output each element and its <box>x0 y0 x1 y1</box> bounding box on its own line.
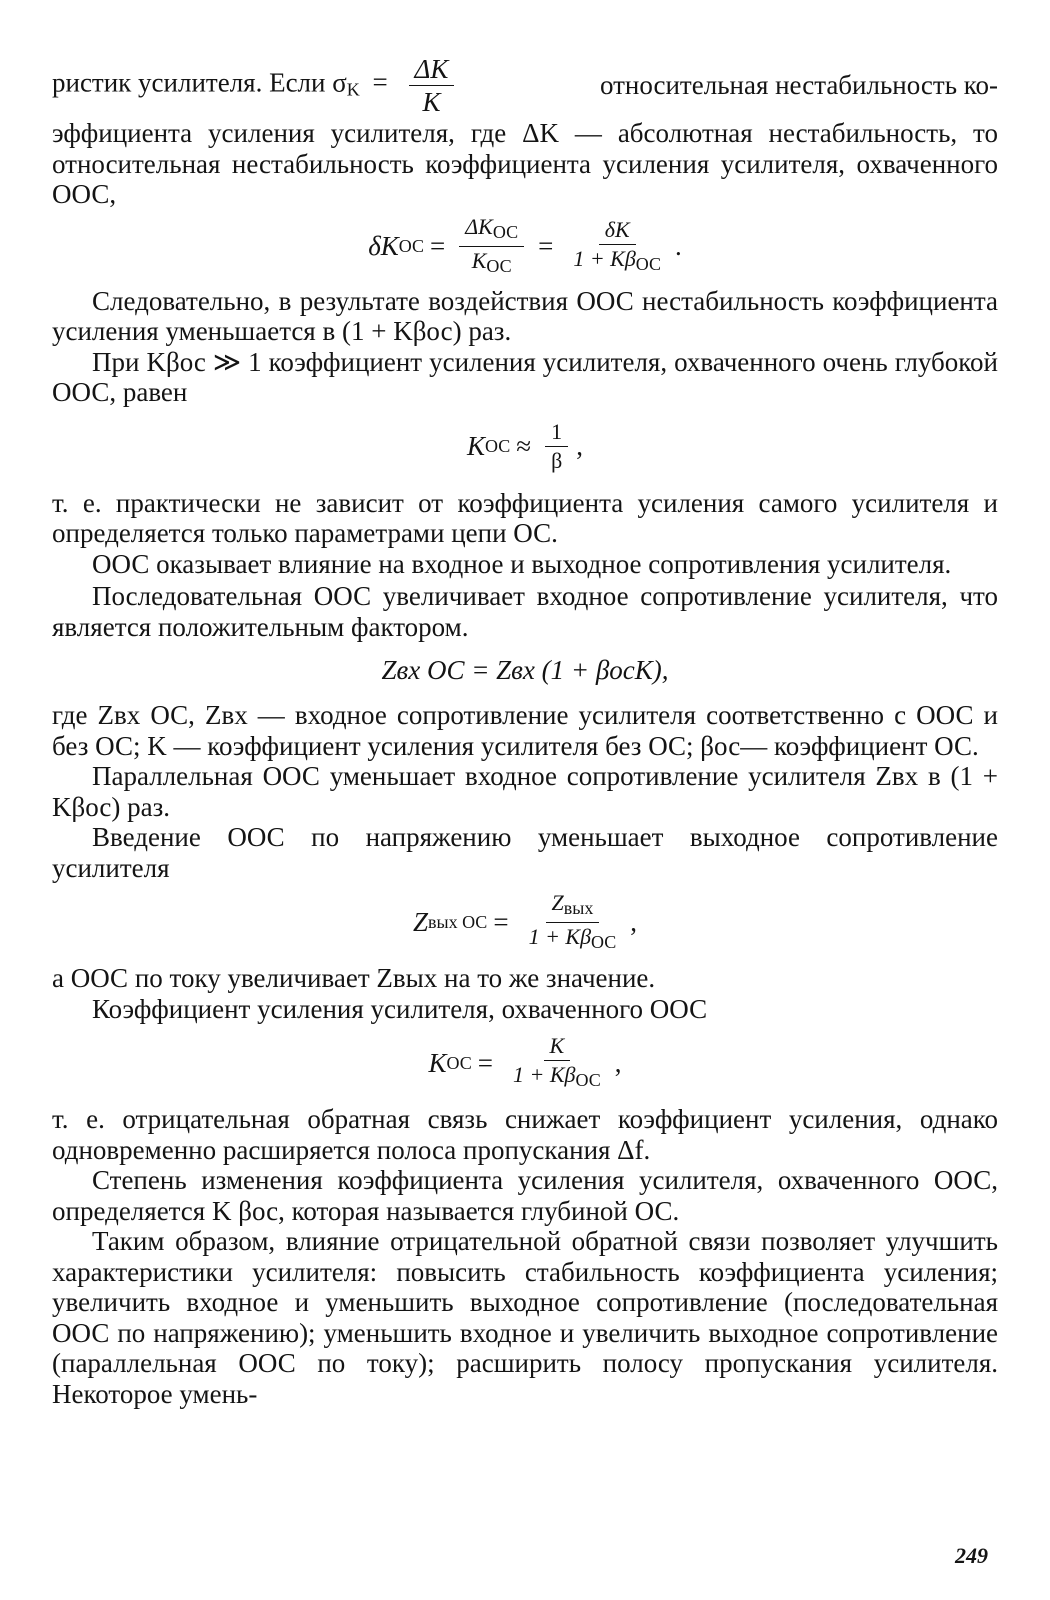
formula-subscript: ОС <box>485 436 511 457</box>
fraction-denominator: 1 + Kβ <box>528 923 592 949</box>
fraction-denominator: 1 + Kβ <box>513 1062 576 1087</box>
paragraph-3: При Kβос ≫ 1 коэффициент усиления усилителя, охваченного очень глубокой ООС, равен <box>52 346 998 407</box>
inline-fraction <box>409 55 455 116</box>
fraction-denominator: K <box>422 86 441 117</box>
fraction-denominator: 1 + Kβ <box>573 245 636 271</box>
formula-text: Zвх ОС = Zвх (1 + βосK), <box>381 654 669 685</box>
paragraph-8: Параллельная ООС уменьшает входное сопротивление усилителя Zвх в (1 + Kβос) раз. <box>52 761 998 822</box>
formula-fraction <box>507 1034 607 1092</box>
fraction-numerator: 1 <box>545 420 568 447</box>
equals-sign: = <box>493 906 509 937</box>
page-body <box>52 52 998 1409</box>
formula-lhs: K <box>428 1047 447 1078</box>
first-line <box>52 52 998 118</box>
paragraph-9: Введение ООС по напряжению уменьшает выходное сопротивление усилителя <box>52 822 998 883</box>
line1-text: ристик усилителя. Если σ <box>52 67 347 98</box>
formula-punctuation: , <box>614 1047 622 1078</box>
paragraph-1: эффициента усиления усилителя, где ΔK — абсолютная нестабильность, то относительная нестабильность коэффициента усиления усилителя, охваченного ООС, <box>52 118 998 209</box>
equals-sign: = <box>430 231 446 262</box>
paragraph-2: Следовательно, в результате воздействия ООС нестабильность коэффициента усиления уменьшается в (1 + Kβос) раз. <box>52 285 998 346</box>
equals-sign: = <box>372 67 388 98</box>
fraction-numerator: ΔK <box>465 214 493 239</box>
formula-punctuation: , <box>576 431 584 462</box>
formula-punctuation: . <box>675 231 682 262</box>
paragraph-14: Таким образом, влияние отрицательной обратной связи позволяет улучшить характеристики усилителя: повысить стабильность коэффициента усиления; увеличить входное и уменьшить выходное сопротивление (последовательная ООС по напряжению); уменьшить входное и увеличить выходное сопротивление (параллельная ООС по току); расширить полосу пропускания усилителя. Некоторое умень- <box>52 1226 998 1409</box>
paragraph-7: где Zвх ОС, Zвх — входное сопротивление усилителя соответственно с ООС и без ОС; K — коэффициент усиления усилителя без ОС; βос— коэффициент ОС. <box>52 700 998 761</box>
fraction-denominator: β <box>551 448 563 473</box>
formula-fraction <box>567 218 667 276</box>
equals-sign: = <box>477 1047 493 1078</box>
paragraph-10: а ООС по току увеличивает Zвых на то же значение. <box>52 963 656 993</box>
equals-sign: = <box>538 231 554 262</box>
fraction-numerator: Z <box>551 889 564 915</box>
paragraph-13: Степень изменения коэффициента усиления усилителя, охваченного ООС, определяется K βос, которая называется глубиной ОС. <box>52 1165 998 1226</box>
formula-punctuation: , <box>630 906 638 937</box>
formula-subscript: вых <box>563 897 594 918</box>
paragraph-4: т. е. практически не зависит от коэффициента усиления самого усилителя и определяется только параметрами цепи ОС. <box>52 487 998 548</box>
formula-subscript: вых ОС <box>428 911 488 932</box>
formula-output-impedance <box>52 887 998 957</box>
paragraph-6: Последовательная ООС увеличивает входное сопротивление усилителя, что является положительным фактором. <box>52 581 998 642</box>
fraction-numerator: K <box>544 1034 571 1061</box>
paragraph-11: Коэффициент усиления усилителя, охваченного ООС <box>92 993 708 1024</box>
formula-gain <box>52 1028 998 1098</box>
paragraph-12: т. е. отрицательная обратная связь снижает коэффициент усиления, однако одновременно расширяется полоса пропускания Δf. <box>52 1104 998 1165</box>
formula-subscript: ОС <box>486 256 512 276</box>
fraction-numerator: δK <box>599 218 636 245</box>
formula-deep-feedback <box>52 412 998 482</box>
formula-fraction <box>459 215 524 278</box>
formula-lhs: δK <box>368 231 399 262</box>
formula-subscript: ОС <box>446 1052 472 1073</box>
formula-subscript: ОС <box>635 253 662 274</box>
formula-subscript: ОС <box>575 1070 601 1090</box>
formula-subscript: ОС <box>492 222 519 242</box>
formula-fraction <box>523 891 623 954</box>
formula-subscript: ОС <box>398 236 425 257</box>
paragraph-5: ООС оказывает влияние на входное и выходное сопротивления усилителя. <box>92 548 952 579</box>
formula-instability <box>52 214 998 280</box>
fraction-denominator: K <box>471 248 487 273</box>
formula-lhs: K <box>466 431 485 462</box>
page-number: 249 <box>955 1543 988 1568</box>
fraction-numerator: ΔK <box>409 55 455 86</box>
approx-sign: ≈ <box>516 431 532 462</box>
sigma-subscript: K <box>346 79 360 100</box>
formula-lhs: Z <box>412 906 428 937</box>
formula-input-impedance <box>52 646 998 694</box>
formula-fraction <box>545 420 568 473</box>
line1-right-text: относительная нестабильность ко- <box>599 69 998 100</box>
formula-subscript: ОС <box>591 931 617 952</box>
